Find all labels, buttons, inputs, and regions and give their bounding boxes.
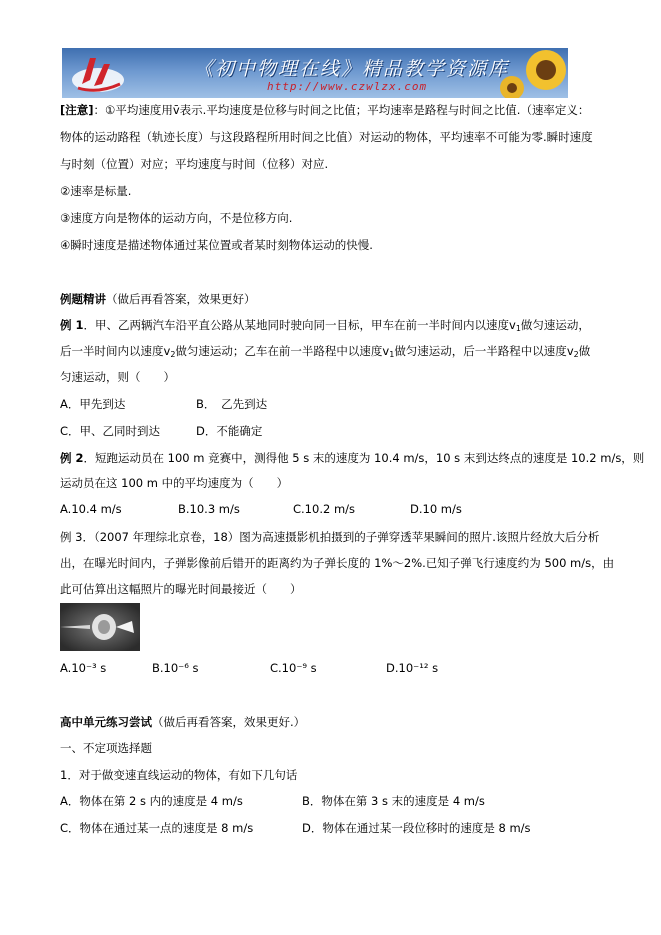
example-2-option-d[interactable]: D.10 m/s <box>410 502 462 516</box>
example-1-line-2: 后一半时间内以速度$v_2$做匀速运动；乙车在前一半路程中以速度$v_1$做匀速运动，后一半路程中以速度$v_2$做 <box>60 344 591 359</box>
example-3-option-b[interactable]: B.10⁻⁶ s <box>152 661 199 675</box>
example-2-label: 例 2 <box>60 451 84 465</box>
sunflower-icon <box>498 48 568 98</box>
example-3-option-a[interactable]: A.10⁻³ s <box>60 661 107 675</box>
example-2-line-1: 例 2．短跑运动员在 100 m 竞赛中，测得他 5 s 末的速度为 10.4 m/s，10 s 末到达终点的速度是 10.2 m/s，则 <box>60 451 645 465</box>
note-label: [注意] <box>60 103 94 117</box>
example-3-line-2: 出，在曝光时间内，子弹影像前后错开的距离约为子弹长度的 1%～2%.已知子弹飞行速度约为 500 m/s，由 <box>60 556 615 570</box>
example-2-option-b[interactable]: B.10.3 m/s <box>178 502 240 516</box>
practice-section-title: 一、不定项选择题 <box>60 741 152 755</box>
note-line-1 <box>60 101 589 119</box>
example-3-option-c[interactable]: C.10⁻⁹ s <box>270 661 317 675</box>
site-logo-icon <box>70 50 126 96</box>
practice-q1-option-d[interactable]: D．物体在通过某一段位移时的速度是 8 m/s <box>302 821 531 835</box>
example-2-line-2: 运动员在这 100 m 中的平均速度为（ ） <box>60 476 289 490</box>
banner-url[interactable]: http://www.czwlzx.com <box>267 80 428 93</box>
practice-q1-option-a[interactable]: A．物体在第 2 s 内的速度是 4 m/s <box>60 794 243 808</box>
practice-q1-option-c[interactable]: C．物体在通过某一点的速度是 8 m/s <box>60 821 254 835</box>
header-banner <box>62 48 568 98</box>
note-line-2: 物体的运动路程（轨迹长度）与这段路程所用时间之比值）对运动的物体，平均速率不可能为零.瞬时速度 <box>60 130 593 144</box>
example-1-line-3: 匀速运动，则（ ） <box>60 370 175 384</box>
practice-q1-option-b[interactable]: B．物体在第 3 s 末的速度是 4 m/s <box>302 794 485 808</box>
example-1-label: 例 1 <box>60 318 84 332</box>
example-1-option-a[interactable]: A．甲先到达 <box>60 397 126 411</box>
note-text-1: ：①平均速度用v̄表示.平均速度是位移与时间之比值；平均速率是路程与时间之比值.（速率定义： <box>93 103 590 117</box>
example-2-option-a[interactable]: A.10.4 m/s <box>60 502 122 516</box>
note-line-3: 与时刻（位置）对应；平均速度与时间（位移）对应. <box>60 157 329 171</box>
practice-heading: 高中单元练习尝试（做后再看答案，效果更好.） <box>60 715 306 729</box>
practice-question-1: 1．对于做变速直线运动的物体，有如下几句话 <box>60 768 298 782</box>
example-1-option-d[interactable]: D．不能确定 <box>196 424 263 438</box>
example-1-option-c[interactable]: C．甲、乙同时到达 <box>60 424 161 438</box>
example-3-line-3: 此可估算出这幅照片的曝光时间最接近（ ） <box>60 582 302 596</box>
example-3-line-1: 例 3．（2007 年理综北京卷，18）图为高速摄影机拍摄到的子弹穿透苹果瞬间的照片.该照片经放大后分析 <box>60 530 600 544</box>
note-item-2: ②速率是标量. <box>60 184 132 198</box>
banner-title: 《初中物理在线》精品教学资源库 <box>194 58 510 80</box>
example-2-option-c[interactable]: C.10.2 m/s <box>293 502 356 516</box>
examples-heading: 例题精讲（做后再看答案，效果更好） <box>60 292 256 306</box>
note-item-3: ③速度方向是物体的运动方向，不是位移方向. <box>60 211 293 225</box>
example-1-option-b[interactable]: B． 乙先到达 <box>196 397 268 411</box>
note-item-4: ④瞬时速度是描述物体通过某位置或者某时刻物体运动的快慢. <box>60 238 373 252</box>
example-1-line-1: 例 1．甲、乙两辆汽车沿平直公路从某地同时驶向同一目标，甲车在前一半时间内以速度$v_1$做匀速运动， <box>60 318 590 333</box>
bullet-apple-photo <box>60 603 140 651</box>
example-3-option-d[interactable]: D.10⁻¹² s <box>386 661 439 675</box>
